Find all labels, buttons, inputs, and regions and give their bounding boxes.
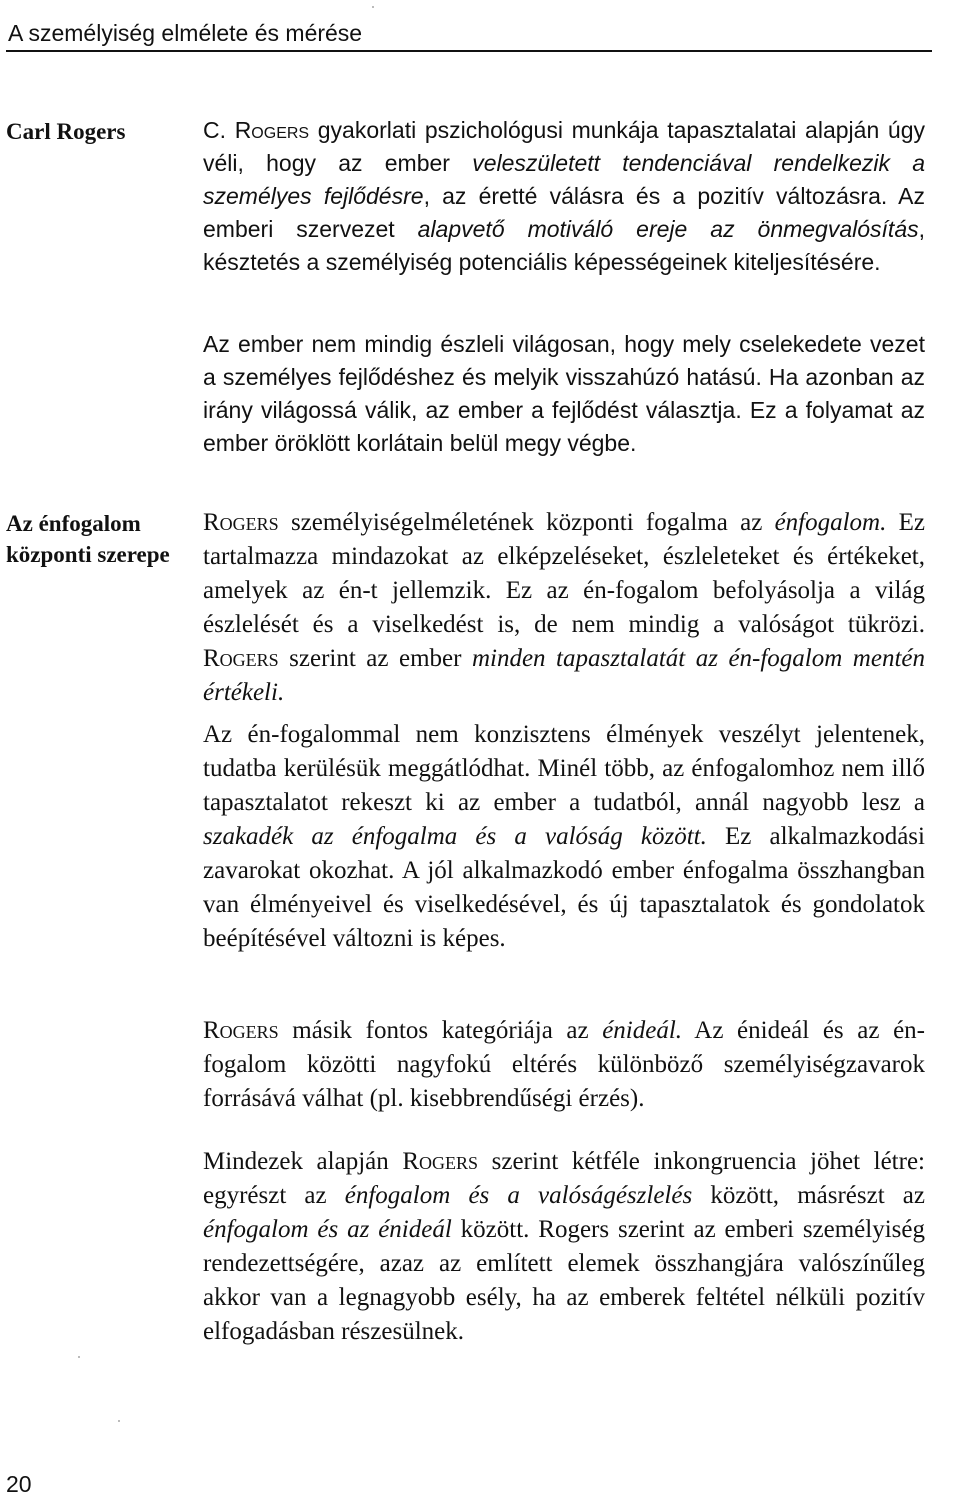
- p4-emphasis: szakadék az énfogalma és a valóság között.: [203, 823, 707, 850]
- p5-s4: Az énideál és az én-fogalom közötti nagyfokú eltérés különböző személyiségzavarok forrásává válhat (pl. kisebbrendűségi érzés).: [203, 1017, 925, 1112]
- p6-emphasis-2: énfogalom és az énideál: [203, 1216, 452, 1243]
- p5-s2: másik fontos kategóriája az: [278, 1017, 603, 1044]
- p3-s2: személyiségelméletének központi fogalma az: [278, 509, 775, 536]
- margin-label-carl-rogers: Carl Rogers: [6, 119, 126, 144]
- p1-emphasis-2: alapvető motiváló ereje az önmegvalósítás: [417, 216, 919, 242]
- scan-speck: [372, 6, 374, 8]
- p3-s6: szerint az ember: [278, 645, 472, 672]
- paragraph-5: [203, 1014, 925, 1116]
- p4-s3: Ez alkalmazkodási zavarokat okozhat. A jól alkalmazkodó ember énfogalma összhangban van élményeivel és viselkedésével, és új tapasztalatok és gondolatok beépítésével változni is képes.: [203, 823, 925, 952]
- p3-emphasis-2: minden tapasztalatát az én-fogalom mentén értékeli.: [203, 645, 925, 706]
- p5-emphasis: énideál.: [602, 1017, 683, 1044]
- scan-speck: [78, 1356, 80, 1358]
- p1-s1: C.: [203, 117, 235, 143]
- p5-author-rogers: Rogers: [203, 1017, 279, 1044]
- p6-s3: szerint kétféle inkongruencia jöhet létre: egyrészt az: [203, 1148, 925, 1209]
- paragraph-3: [203, 506, 925, 710]
- paragraph-1: [203, 114, 925, 279]
- p6-author-rogers: Rogers: [402, 1148, 479, 1175]
- p6-s1: Mindezek alapján: [203, 1148, 403, 1175]
- p4-s1: Az én-fogalommal nem konzisztens élmények veszélyt jelentenek, tudatba kerülésük meggátlódhat. Minél több, az énfogalomhoz nem illő tapasztalatot rekeszt ki az ember a tudatból, annál nagyobb lesz a: [203, 721, 925, 816]
- p3-emphasis-1: énfogalom.: [774, 509, 887, 536]
- p1-s5: , az éretté válásra és a pozitív változásra. Az emberi szervezet: [203, 183, 925, 242]
- p1-s7: , késztetés a személyiség potenciális képességeinek kiteljesítésére.: [203, 216, 926, 275]
- paragraph-2: Az ember nem mindig észleli világosan, hogy mely cselekedete vezet a személyes fejlődéshez és melyik visszahúzó hatású. Ha azonban az irány világossá válik, az ember a fejlődést választja. Ez a folyamat az ember öröklött korlátain belül megy végbe.: [203, 331, 925, 456]
- p6-s7: között. Rogers szerint az emberi személyiség rendezettségére, azaz az említett elemek összhangjára valószínűleg akkor van a legnagyobb esély, ha az emberek feltétel nélküli pozitív elfogadásban részesülnek.: [203, 1216, 925, 1345]
- header-rule: [6, 50, 932, 52]
- page-number: 20: [6, 1471, 32, 1497]
- p1-emphasis-1: veleszületett tendenciával rendelkezik a személyes fejlődésre: [203, 150, 926, 209]
- p3-author-rogers-1: Rogers: [203, 509, 279, 536]
- margin-label-line-2: központi szerepe: [6, 542, 170, 567]
- p6-s5: között, másrészt az: [692, 1182, 925, 1209]
- p1-s3: gyakorlati pszichológusi munkája tapasztalatai alapján úgy véli, hogy az ember: [203, 117, 925, 176]
- margin-label-line-1: Az énfogalom: [6, 511, 141, 536]
- p3-s4: Ez tartalmazza mindazokat az elképzeléseket, észleleteket és értékeket, amelyek az én-t jellemzik. Ez az én-fogalom befolyásolja a világ észlelését és a viselkedést is, de nem mindig a valóságot tükrözi.: [203, 509, 925, 638]
- running-header: A személyiség elmélete és mérése: [8, 20, 363, 46]
- paragraph-4: [203, 718, 925, 956]
- scan-speck: [118, 1420, 120, 1422]
- margin-label-enfogalom: [6, 508, 196, 570]
- paragraph-6: [203, 1145, 925, 1349]
- p6-emphasis-1: énfogalom és a valóságészlelés: [344, 1182, 693, 1209]
- p1-author-rogers: Rogers: [234, 117, 310, 143]
- p3-author-rogers-2: Rogers: [203, 645, 279, 672]
